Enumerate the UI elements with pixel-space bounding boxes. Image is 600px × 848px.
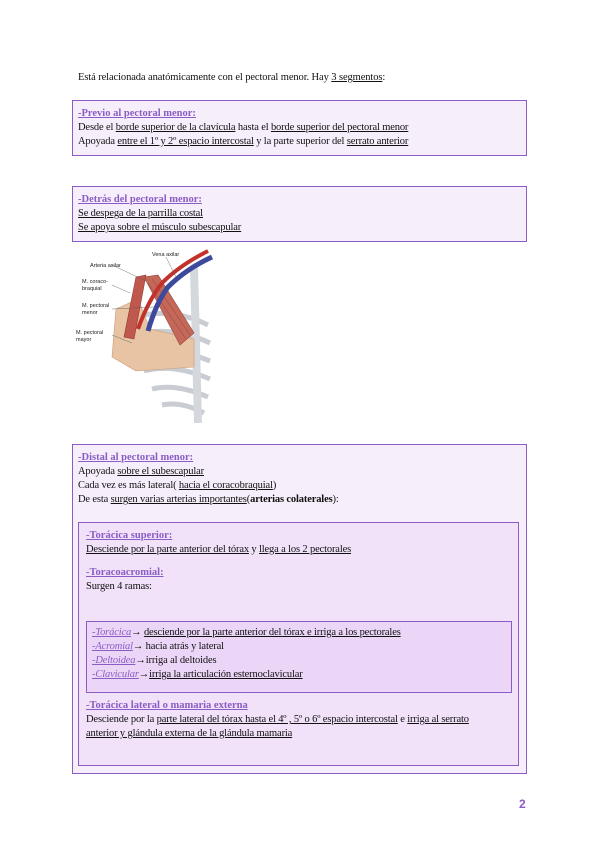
toracica-lateral-section: [86, 699, 512, 741]
label-pect-menor-1: M. pectoral: [82, 303, 110, 309]
segment-distal-line-2: Cada vez es más lateral( hacia el coracobraquial): [78, 480, 277, 491]
intro-text: [78, 72, 385, 83]
segment-detras-heading: -Detrás del pectoral menor:: [78, 194, 202, 205]
branch-deltoidea: -Deltoidea→irriga al deltoides: [92, 655, 217, 666]
segment-distal-heading: -Distal al pectoral menor:: [78, 452, 194, 463]
branch-toracica: -Torácica→ desciende por la parte anterior del tórax e irriga a los pectorales: [92, 627, 401, 638]
toracica-superior-heading: -Torácica superior:: [86, 530, 173, 541]
segment-previo-box: [72, 100, 527, 156]
segment-detras-line-2: Se apoya sobre el músculo subescapular: [78, 222, 242, 233]
branch-acromial: -Acromial→ hacia atrás y lateral: [92, 641, 224, 652]
branch-clavicular: -Clavicular→irriga la articulación esternoclavicular: [92, 669, 303, 680]
toracoacromial-branches-box: [86, 621, 512, 693]
segment-previo-line-1: Desde el borde superior de la clavícula hasta el borde superior del pectoral menor: [78, 122, 409, 133]
segment-distal-line-3: De esta surgen varias arterias importantes(arterias colaterales):: [78, 494, 339, 505]
segment-distal-box: [72, 444, 527, 774]
segment-distal-line-1: Apoyada sobre el subescapular: [78, 466, 204, 477]
segment-detras-line-1: Se despega de la parrilla costal: [78, 208, 203, 219]
page-number: 2: [519, 797, 526, 811]
label-vena-axilar: Vena axilar: [152, 252, 180, 258]
toracoacromial-heading: -Toracoacromial:: [86, 567, 164, 578]
intro-suffix: :: [382, 72, 386, 83]
segment-previo-line-2: Apoyada entre el 1º y 2º espacio intercostal y la parte superior del serrato anterior: [78, 136, 409, 147]
toracica-lateral-line-2: anterior y glándula externa de la glándula mamaria: [86, 728, 293, 739]
collateral-arteries-box: [78, 522, 519, 766]
axillary-artery-figure: [76, 247, 216, 423]
label-coraco-2: braquial: [82, 286, 102, 292]
intro-highlight: 3 segmentos: [331, 72, 383, 83]
label-pect-mayor-2: mayor: [76, 337, 92, 343]
toracoacromial-text: Surgen 4 ramas:: [86, 581, 152, 592]
label-coraco-1: M. coraco-: [82, 279, 108, 285]
label-pect-menor-2: menor: [82, 310, 98, 316]
segment-detras-box: [72, 186, 527, 242]
toracica-superior-text: Desciende por la parte anterior del tórax y llega a los 2 pectorales: [86, 544, 352, 555]
toracica-lateral-line-1: Desciende por la parte lateral del tórax hasta el 4º , 5º o 6º espacio intercostal e irriga al serrato: [86, 714, 469, 725]
intro-prefix: Está relacionada anatómicamente con el pectoral menor. Hay: [78, 72, 332, 83]
label-arteria-axilar: Arteria axilar: [90, 263, 121, 269]
toracica-lateral-heading: -Torácica lateral o mamaria externa: [86, 700, 248, 711]
label-pect-mayor-1: M. pectoral: [76, 330, 104, 336]
segment-previo-heading: -Previo al pectoral menor:: [78, 108, 196, 119]
